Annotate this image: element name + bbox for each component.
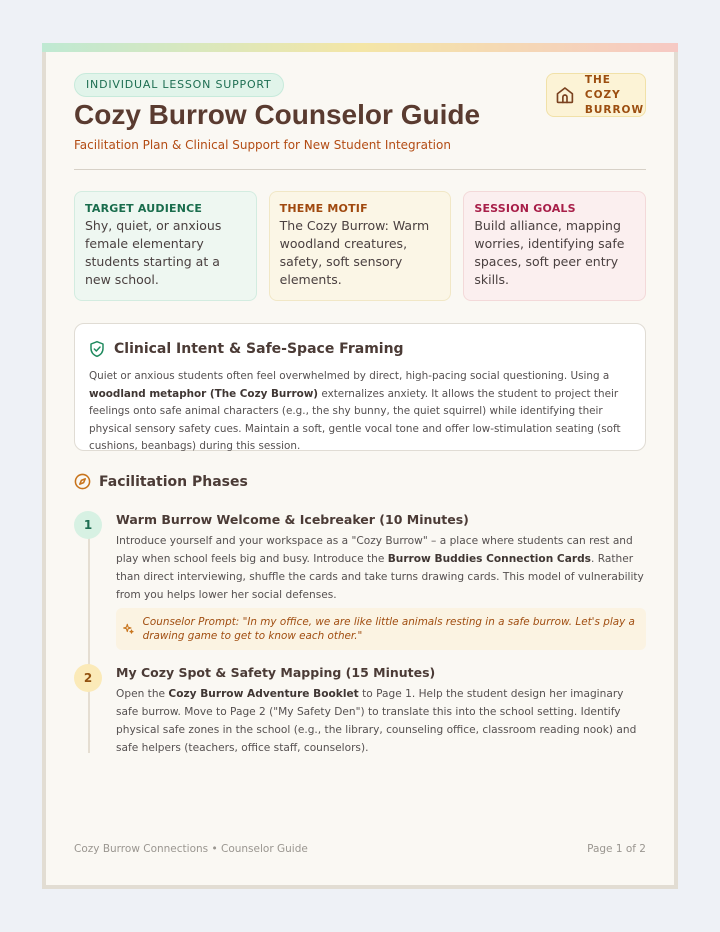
logo-line-1: THE COZY xyxy=(584,73,621,101)
card-body: The Cozy Burrow: Warm woodland creatures, safety, soft sensory elements. xyxy=(279,218,430,287)
brand-logo xyxy=(546,73,646,117)
counselor-prompt-callout xyxy=(116,608,646,650)
step-body: Introduce yourself and your workspace as a "Cozy Burrow" – a place where students can rest and play when school feels big and busy. Introduce the Burrow Buddies Connection Cards. Rather than direct interviewing, shuffle the cards and take turns drawing cards. This model of vulnerability from you helps lower her social defenses. xyxy=(116,535,644,601)
document-page xyxy=(42,43,678,889)
step-number-badge: 1 xyxy=(74,511,102,539)
step-body: Open the Cozy Burrow Adventure Booklet to Page 1. Help the student design her imaginary safe burrow. Move to Page 2 ("My Safety Den") to translate this into the school setting. Identify physical safe zones in the school (e.g., the library, counseling office, classroom reading nook) and safe helpers (teachers, office staff, counselors). xyxy=(116,688,637,754)
card-body: Build alliance, mapping worries, identifying safe spaces, soft peer entry skills. xyxy=(474,218,625,287)
shield-check-icon xyxy=(89,340,105,358)
page-number: Page 1 of 2 xyxy=(587,843,646,855)
card-theme-motif xyxy=(269,191,452,301)
footer-left: Cozy Burrow Connections • Counselor Guide xyxy=(74,843,308,855)
logo-line-2: BURROW xyxy=(584,103,645,116)
intent-body: Quiet or anxious students often feel overwhelmed by direct, high-pacing social questioning. Using a woodland metaphor (The Cozy Burrow) externalizes anxiety. It allows the student to project their feelings onto safe animal characters (e.g., the shy bunny, the quiet squirrel) while identifying their physical sensory safety cues. Maintain a soft, gentle vocal tone and offer low-stimulation seating (soft cushions, beanbags) during this session. xyxy=(89,370,621,452)
phase-step xyxy=(116,665,646,757)
page-subtitle: Facilitation Plan & Clinical Support for New Student Integration xyxy=(74,138,451,152)
bold-phrase: Burrow Buddies Connection Cards xyxy=(387,553,591,565)
phase-step xyxy=(116,512,646,604)
card-heading: THEME MOTIF xyxy=(279,202,368,215)
card-heading: SESSION GOALS xyxy=(474,202,576,215)
card-target-audience xyxy=(74,191,257,301)
timeline-line xyxy=(88,523,90,753)
card-heading: TARGET AUDIENCE xyxy=(85,202,203,215)
step-number-badge: 2 xyxy=(74,664,102,692)
phases-heading: Facilitation Phases xyxy=(99,473,248,490)
card-session-goals xyxy=(463,191,646,301)
bold-phrase: Cozy Burrow Adventure Booklet xyxy=(168,688,359,700)
prompt-text: Counselor Prompt: "In my office, we are like little animals resting in a safe burrow. Let's play a drawing game to get to know each other." xyxy=(142,615,635,642)
summary-cards xyxy=(74,191,646,301)
sparkle-icon xyxy=(122,620,135,638)
clinical-intent-panel xyxy=(74,323,646,451)
house-icon xyxy=(555,84,575,106)
compass-icon xyxy=(74,473,91,490)
lesson-badge: INDIVIDUAL LESSON SUPPORT xyxy=(74,73,284,97)
phases-section-title xyxy=(74,473,248,490)
step-title: My Cozy Spot & Safety Mapping (15 Minutes) xyxy=(116,665,436,680)
card-body: Shy, quiet, or anxious female elementary students starting at a new school. xyxy=(85,218,222,287)
header-divider xyxy=(74,169,646,170)
intent-heading: Clinical Intent & Safe-Space Framing xyxy=(114,341,404,357)
step-title: Warm Burrow Welcome & Icebreaker (10 Minutes) xyxy=(116,512,469,527)
bold-phrase: woodland metaphor (The Cozy Burrow) xyxy=(89,387,319,400)
page-title: Cozy Burrow Counselor Guide xyxy=(74,99,481,130)
